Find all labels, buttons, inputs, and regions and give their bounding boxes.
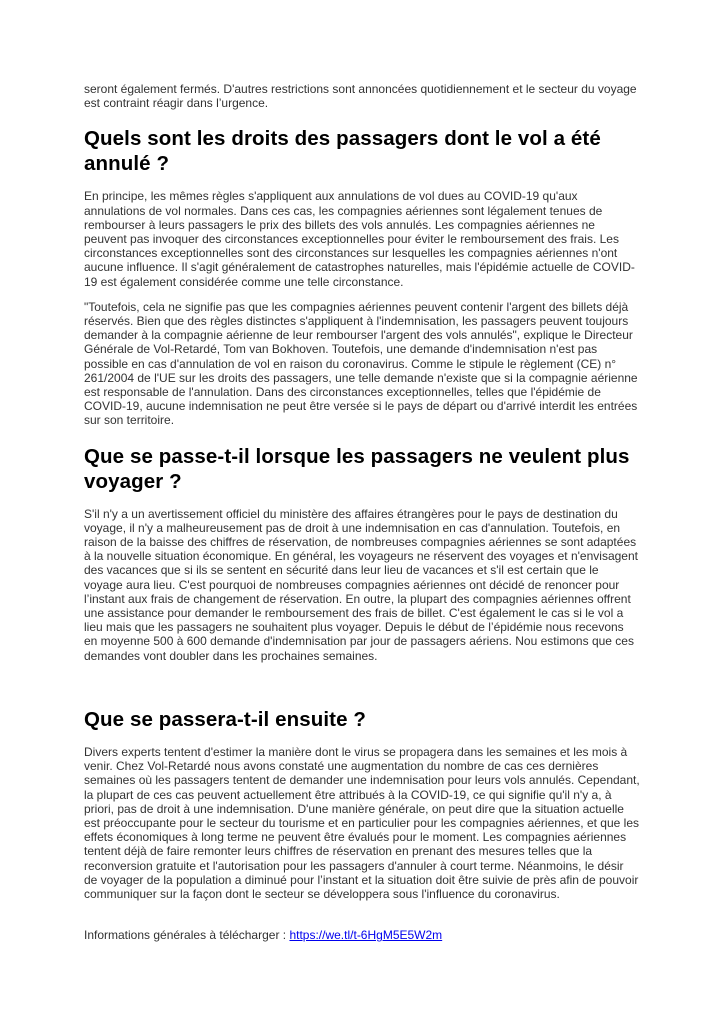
paragraph-cancellation-rules: En principe, les mêmes règles s'appliquent aux annulations de vol dues au COVID-19 qu'aux annulations de vol normales. Dans ces cas, les compagnies aériennes sont légalement tenues de rembourser à leurs passagers le prix des billets des vols annulés. Les compagnies aériennes ne peuvent pas invoquer des circonstances exceptionnelles pour éviter le remboursement des frais. Les circonstances exceptionnelles sont des circonstances sur lesquelles les compagnies aériennes n'ont aucune influence. Il s'agit généralement de catastrophes naturelles, mais l'épidémie actuelle de COVID-19 est également considérée comme une telle circonstance. (84, 189, 635, 289)
section-heading-flight-cancelled-rights: Quels sont les droits des passagers dont le vol a été annulé ? (84, 127, 601, 176)
paragraph-future-outlook: Divers experts tentent d'estimer la manière dont le virus se propagera dans les semaines et les mois à venir. Chez Vol-Retardé nous avons constaté une augmentation du nombre de cas ces dernières semaines où les passagers tentent de demander une indemnisation pour leurs vols annulés. Cependant, la plupart de ces cas peuvent actuellement être attribués à la COVID-19, ce qui signifie qu'il n'y a, à priori, pas de droit à une indemnisation. D'une manière générale, on peut dire que la situation actuelle est préoccupante pour le secteur du tourisme et en particulier pour les compagnies aériennes, et que les effets économiques à long terme ne peuvent être évalués pour le moment. Les compagnies aériennes tentent déjà de faire remonter leurs chiffres de réservation en prenant des mesures telles que la reconversion gratuite et l'autorisation pour les passagers d'annuler à court terme. Néanmoins, le désir de voyager de la population a diminué pour l’instant et la situation doit être suivie de près afin de pouvoir communiquer sur la façon dont le secteur se développera sous l'influence du coronavirus. (84, 744, 640, 901)
download-line (84, 928, 640, 942)
download-link[interactable]: https://we.tl/t-6HgM5E5W2m (289, 928, 443, 943)
lead-continuation-paragraph: seront également fermés. D'autres restrictions sont annoncées quotidiennement et le secteur du voyage est contraint réagir dans l’urgence. (84, 82, 637, 111)
paragraph-no-travel-details: S'il n'y a un avertissement officiel du ministère des affaires étrangères pour le pays de destination du voyage, il n'y a malheureusement pas de droit à une indemnisation en cas d'annulation. Toutefois, en raison de la baisse des chiffres de réservation, de nombreuses compagnies aériennes se sont adaptées à la nouvelle situation économique. En général, les voyageurs ne réservent des voyages et n'envisagent des vacances que si ils se sentent en sécurité dans leur lieu de vacances et s'il est certain que le voyage aura lieu. C'est pourquoi de nombreuses compagnies aériennes ont décidé de renoncer pour l’instant aux frais de changement de réservation. En outre, la plupart des compagnies aériennes offrent une assistance pour demander le remboursement des frais de billet. C'est également le cas si le vol a lieu mais que les passagers ne souhaitent plus voyager. Depuis le début de l’épidémie nous recevons en moyenne 500 à 600 demande d'indemnisation par jour de passagers aériens. Nou estimons que ces demandes vont doubler dans les prochaines semaines. (84, 506, 638, 663)
section-heading-what-next: Que se passera-t-il ensuite ? (84, 707, 367, 731)
download-label: Informations générales à télécharger : (84, 928, 290, 943)
section-heading-passengers-no-travel: Que se passe-t-il lorsque les passagers ne veulent plus voyager ? (84, 444, 630, 493)
paragraph-refund-quote: "Toutefois, cela ne signifie pas que les compagnies aériennes peuvent contenir l'argent des billets déjà réservés. Bien que des règles distinctes s'appliquent à l'indemnisation, les passagers peuvent toujours demander à la compagnie aérienne de leur rembourser l'argent des vols annulés", explique le Directeur Générale de Vol-Retardé, Tom van Bokhoven. Toutefois, une demande d'indemnisation n'est pas possible en cas d'annulation de vol en raison du coronavirus. Comme le stipule le règlement (CE) n° 261/2004 de l'UE sur les droits des passagers, une telle demande n'existe que si la compagnie aérienne est responsable de l'annulation. Dans des circonstances exceptionnelles, telles que l'épidémie de COVID-19, aucune indemnisation ne peut être versée si le pays de départ ou d'arrivé interdit les entrées sur son territoire. (84, 299, 638, 428)
